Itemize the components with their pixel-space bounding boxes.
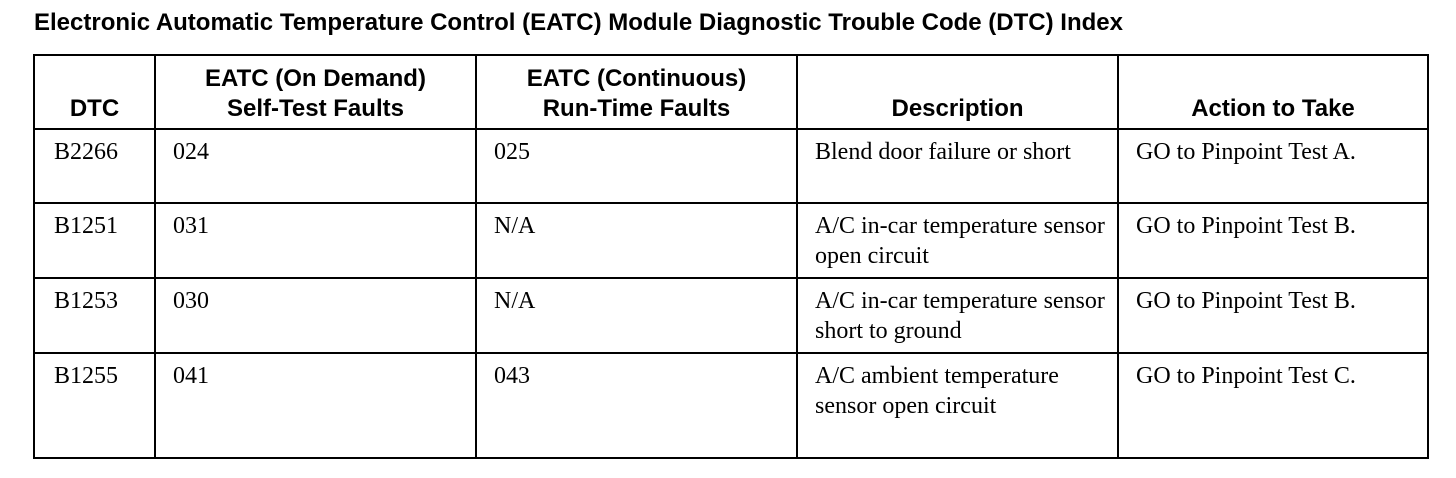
cell-action: GO to Pinpoint Test B. <box>1118 278 1428 353</box>
cell-self-test: 024 <box>155 129 476 203</box>
table-row <box>34 129 1428 203</box>
header-description-label: Description <box>891 95 1024 122</box>
cell-run-time: N/A <box>476 278 797 353</box>
header-self-test-faults <box>155 55 476 129</box>
cell-description: A/C in-car temperature sensor open circuit <box>797 203 1118 278</box>
cell-action: GO to Pinpoint Test B. <box>1118 203 1428 278</box>
cell-dtc: B1251 <box>34 203 155 278</box>
header-self-test-line-1: EATC (On Demand) <box>205 65 426 92</box>
cell-dtc: B2266 <box>34 129 155 203</box>
cell-run-time: N/A <box>476 203 797 278</box>
cell-action: GO to Pinpoint Test C. <box>1118 353 1428 458</box>
page-title: Electronic Automatic Temperature Control (EATC) Module Diagnostic Trouble Code (DTC) Index <box>34 9 1123 36</box>
cell-description: A/C ambient temperature sensor open circuit <box>797 353 1118 458</box>
header-description <box>797 55 1118 129</box>
dtc-index-table <box>33 54 1429 459</box>
table-row <box>34 203 1428 278</box>
header-run-time-line-1: EATC (Continuous) <box>526 65 747 92</box>
cell-description: A/C in-car temperature sensor short to ground <box>797 278 1118 353</box>
cell-self-test: 030 <box>155 278 476 353</box>
cell-dtc: B1253 <box>34 278 155 353</box>
header-dtc <box>34 55 155 129</box>
cell-run-time: 043 <box>476 353 797 458</box>
header-self-test-line-2: Self-Test Faults <box>227 95 404 122</box>
cell-description: Blend door failure or short <box>797 129 1118 203</box>
cell-run-time: 025 <box>476 129 797 203</box>
cell-self-test: 041 <box>155 353 476 458</box>
cell-self-test: 031 <box>155 203 476 278</box>
header-run-time-faults <box>476 55 797 129</box>
header-run-time-line-2: Run-Time Faults <box>542 95 731 122</box>
table-row <box>34 278 1428 353</box>
header-dtc-label: DTC <box>69 95 120 122</box>
cell-action: GO to Pinpoint Test A. <box>1118 129 1428 203</box>
cell-dtc: B1255 <box>34 353 155 458</box>
header-action-label: Action to Take <box>1191 95 1355 122</box>
table-header-row <box>34 55 1428 129</box>
table-row <box>34 353 1428 458</box>
header-action-to-take <box>1118 55 1428 129</box>
